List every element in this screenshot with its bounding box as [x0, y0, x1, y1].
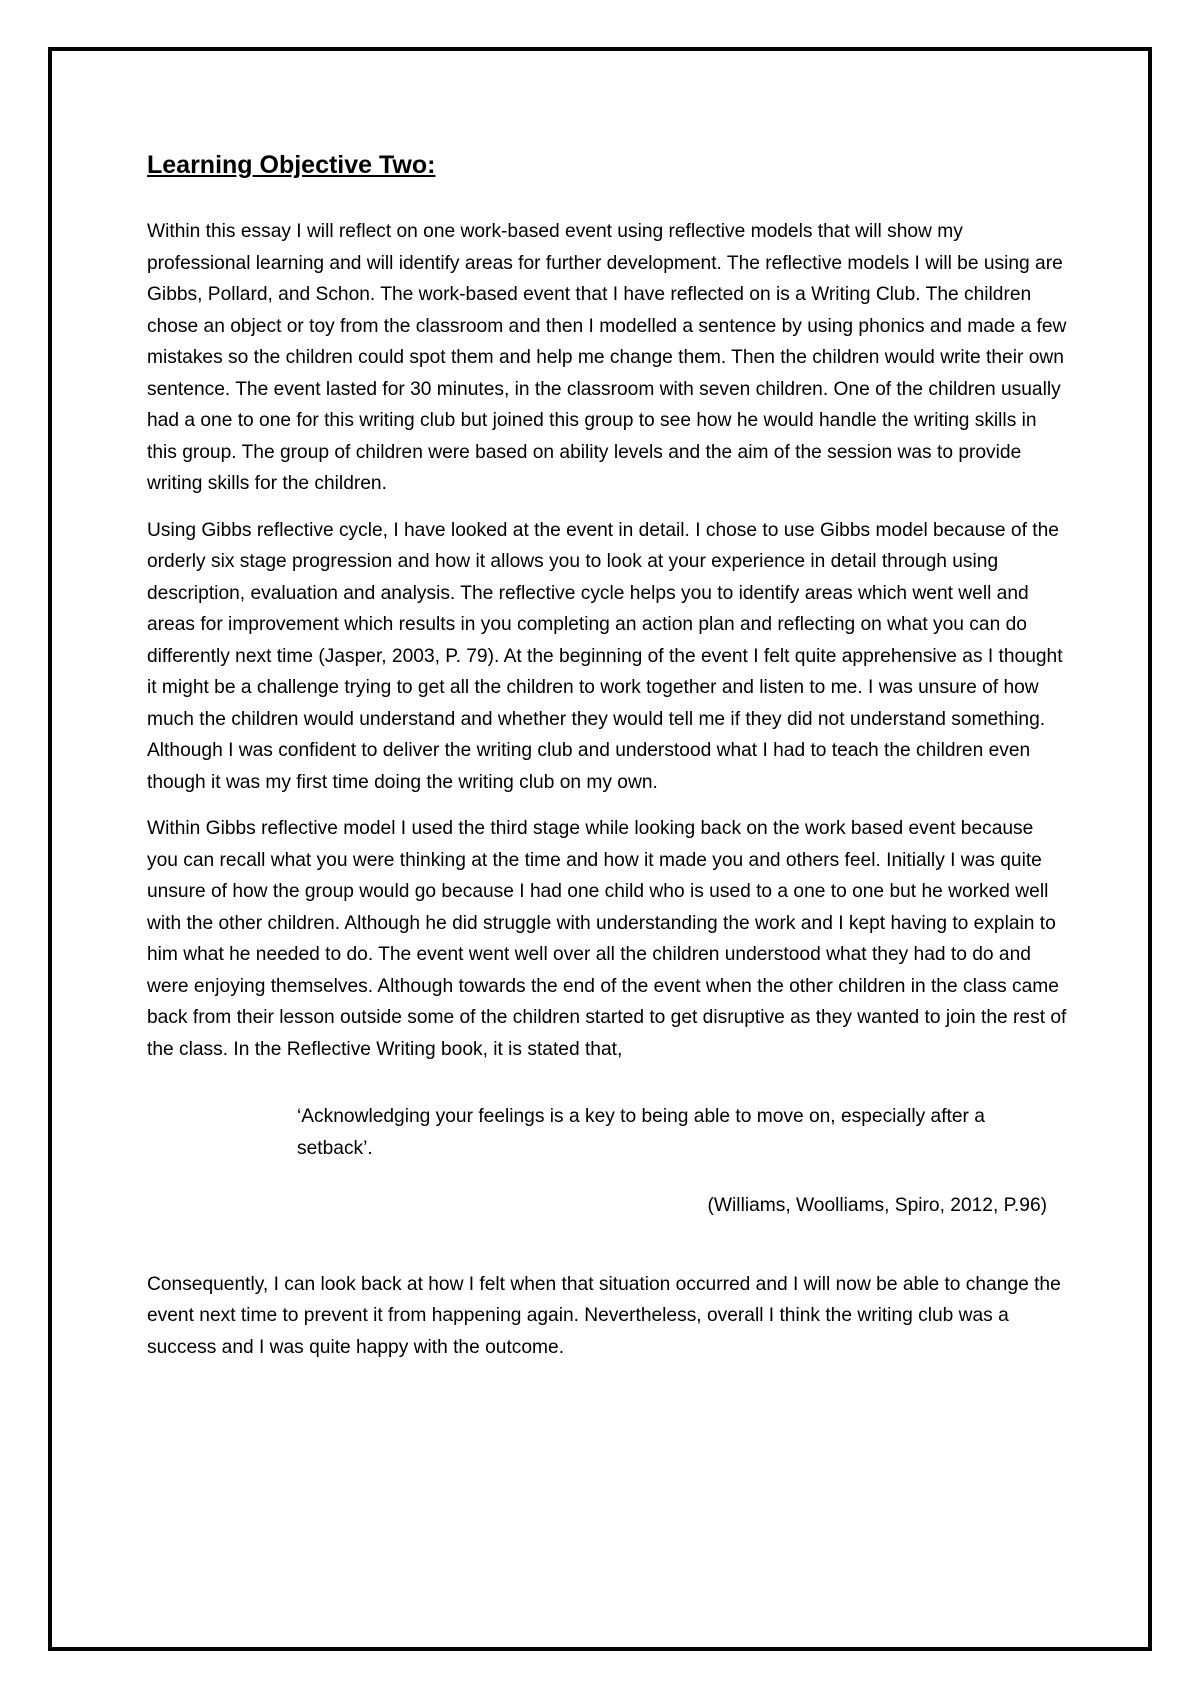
paragraph-gibbs-third-stage: Within Gibbs reflective model I used the third stage while looking back on the work based event because you can recall what you were thinking at the time and how it made you and others feel. Initially I was quite unsure of how the group would go because I had one child who is used to a one to one but he worked well with the other children. Although he did struggle with understanding the work and I kept having to explain to him what he needed to do. The event went well over all the children understood what they had to do and were enjoying themselves. Although towards the end of the event when the other children in the class came back from their lesson outside some of the children started to get disruptive as they wanted to join the rest of the class. In the Reflective Writing book, it is stated that, — [147, 818, 1067, 1060]
paragraph-conclusion: Consequently, I can look back at how I felt when that situation occurred and I will now be able to change the event next time to prevent it from happening again. Nevertheless, overall I think the writing club was a success and I was quite happy with the outcome. — [147, 1273, 1061, 1358]
quote-citation: (Williams, Woolliams, Spiro, 2012, P.96) — [707, 1195, 1047, 1216]
paragraph-introduction: Within this essay I will reflect on one work-based event using reflective models that will show my professional learning and will identify areas for further development. The reflective models I will be using are Gibbs, Pollard, and Schon. The work-based event that I have reflected on is a Writing Club. The children chose an object or toy from the classroom and then I modelled a sentence by using phonics and made a few mistakes so the children could spot them and help me change them. Then the children would write their own sentence. The event lasted for 30 minutes, in the classroom with seven children. One of the children usually had a one to one for this writing club but joined this group to see how he would handle the writing skills in this group. The group of children were based on ability levels and the aim of the session was to provide writing skills for the children. — [147, 221, 1067, 494]
paragraph-gibbs-cycle: Using Gibbs reflective cycle, I have looked at the event in detail. I chose to use Gibbs model because of the orderly six stage progression and how it allows you to look at your experience in detail through using description, evaluation and analysis. The reflective cycle helps you to identify areas which went well and areas for improvement which results in you completing an action plan and reflecting on what you can do differently next time (Jasper, 2003, P. 79). At the beginning of the event I felt quite apprehensive as I thought it might be a challenge trying to get all the children to work together and listen to me. I was unsure of how much the children would understand and whether they would tell me if they did not understand something. Although I was confident to deliver the writing club and understood what I had to teach the children even though it was my first time doing the writing club on my own. — [147, 519, 1063, 793]
document-heading: Learning Objective Two: — [147, 151, 436, 179]
document-body — [147, 150, 1067, 1363]
block-quote: ‘Acknowledging your feelings is a key to being able to move on, especially after a setback’. — [297, 1106, 985, 1159]
